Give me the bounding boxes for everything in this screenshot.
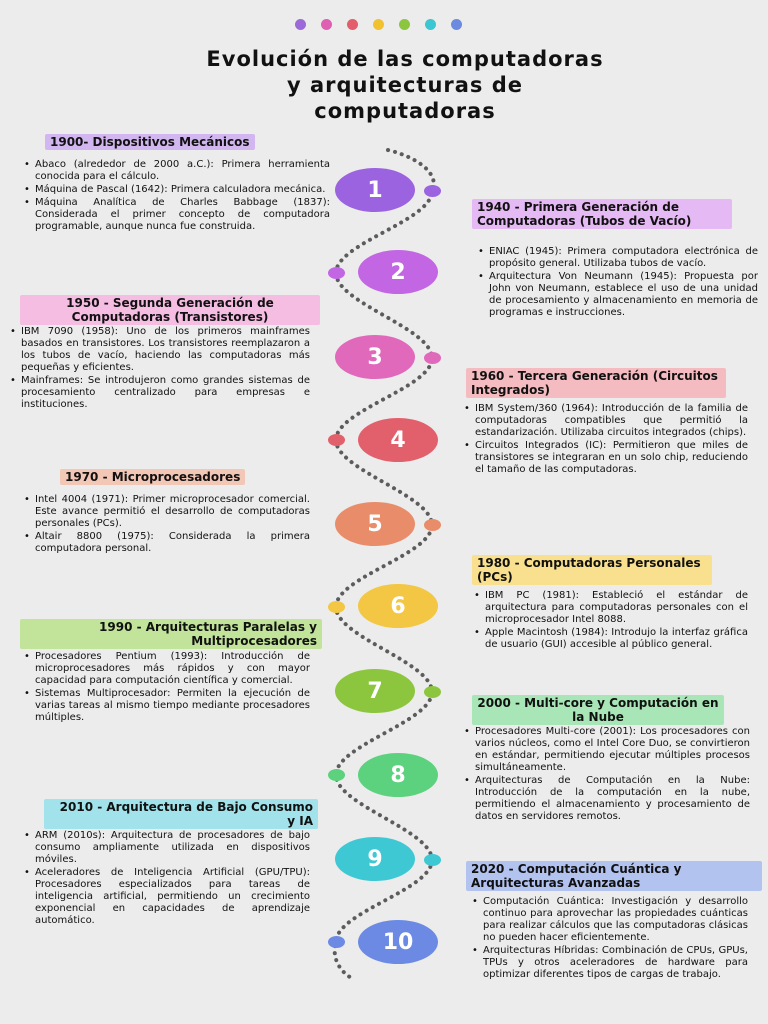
list-item: • IBM PC (1981): Estableció el estándar de arquitectura para computadoras personales con el microprocesador Intel 8088. bbox=[472, 590, 748, 626]
list-item: • Abaco (alrededor de 2000 a.C.): Primera herramienta conocida para el cálculo. bbox=[22, 159, 330, 183]
list-item: • ENIAC (1945): Primera computadora electrónica de propósito general. Utilizaba tubos de vacío. bbox=[476, 246, 758, 270]
timeline-node bbox=[328, 267, 345, 279]
era-heading-1940: 1940 - Primera Generación de Computadoras (Tubos de Vacío) bbox=[472, 199, 732, 229]
era-heading-2010: 2010 - Arquitectura de Bajo Consumo y IA bbox=[44, 799, 318, 829]
title-line-1: Evolución de las computadoras bbox=[206, 47, 604, 71]
list-item: • Altair 8800 (1975): Considerada la primera computadora personal. bbox=[22, 531, 310, 555]
era-list-2000 bbox=[462, 726, 750, 824]
list-item: • Arquitectura Von Neumann (1945): Propuesta por John von Neumann, establece el uso de una unidad de procesamiento y almacenamiento en memoria de programas e instrucciones. bbox=[476, 271, 758, 319]
era-heading-1970: 1970 - Microprocesadores bbox=[60, 469, 245, 485]
era-list-1940 bbox=[476, 246, 758, 320]
timeline-node bbox=[328, 601, 345, 613]
list-item: • Arquitecturas Híbridas: Combinación de CPUs, GPUs, TPUs y otros aceleradores de hardware para optimizar diferentes tipos de cargas de trabajo. bbox=[470, 945, 748, 981]
timeline-number-7: 7 bbox=[335, 669, 415, 713]
title-line-2: y arquitecturas de bbox=[286, 73, 524, 97]
era-heading-1990: 1990 - Arquitecturas Paralelas y Multiprocesadores bbox=[20, 619, 322, 649]
list-item: • Apple Macintosh (1984): Introdujo la interfaz gráfica de usuario (GUI) accesible al público general. bbox=[472, 627, 748, 651]
timeline-number-2: 2 bbox=[358, 250, 438, 294]
timeline-node bbox=[424, 854, 441, 866]
timeline-number-4: 4 bbox=[358, 418, 438, 462]
list-item: • Máquina de Pascal (1642): Primera calculadora mecánica. bbox=[22, 184, 330, 196]
era-heading-2000: 2000 - Multi-core y Computación en la Nube bbox=[472, 695, 724, 725]
timeline-node bbox=[424, 185, 441, 197]
timeline-node bbox=[424, 686, 441, 698]
era-heading-1950: 1950 - Segunda Generación de Computadoras (Transistores) bbox=[20, 295, 320, 325]
list-item: • Máquina Analítica de Charles Babbage (1837): Considerada el primer concepto de computadora programable, aunque nunca fue construida. bbox=[22, 197, 330, 233]
list-item: • Arquitecturas de Computación en la Nube: Introducción de la computación en la nube, permitiendo el almacenamiento y procesamiento de datos en servidores remotos. bbox=[462, 775, 750, 823]
list-item: • IBM System/360 (1964): Introducción de la familia de computadoras compatibles que permitió la estandarización. Utilizaba circuitos integrados (chips). bbox=[462, 403, 748, 439]
era-list-1950 bbox=[8, 326, 310, 412]
timeline-number-9: 9 bbox=[335, 837, 415, 881]
list-item: • Sistemas Multiprocesador: Permiten la ejecución de varias tareas al mismo tiempo mediante procesadores múltiples. bbox=[22, 688, 310, 724]
era-list-1970 bbox=[22, 494, 310, 556]
timeline-node bbox=[328, 936, 345, 948]
timeline-number-5: 5 bbox=[335, 502, 415, 546]
timeline-node bbox=[424, 519, 441, 531]
timeline-number-1: 1 bbox=[335, 168, 415, 212]
era-list-1990 bbox=[22, 651, 310, 725]
list-item: • Circuitos Integrados (IC): Permitieron que miles de transistores se integraran en un solo chip, reduciendo el tamaño de las computadoras. bbox=[462, 440, 748, 476]
era-list-1980 bbox=[472, 590, 748, 652]
list-item: • Procesadores Multi-core (2001): Los procesadores con varios núcleos, como el Intel Core Duo, se convirtieron en estándar, permitiendo ejecutar múltiples procesos simultáneamente. bbox=[462, 726, 750, 774]
timeline-number-8: 8 bbox=[358, 753, 438, 797]
timeline-number-6: 6 bbox=[358, 584, 438, 628]
list-item: • Aceleradores de Inteligencia Artificial (GPU/TPU): Procesadores especializados para tareas de inteligencia artificial, permitiendo un crecimiento exponencial en capacidades de aprendizaje automático. bbox=[22, 867, 310, 927]
list-item: • Intel 4004 (1971): Primer microprocesador comercial. Este avance permitió el desarrollo de computadoras personales (PCs). bbox=[22, 494, 310, 530]
timeline-number-10: 10 bbox=[358, 920, 438, 964]
era-heading-2020: 2020 - Computación Cuántica y Arquitecturas Avanzadas bbox=[466, 861, 762, 891]
era-heading-1980: 1980 - Computadoras Personales (PCs) bbox=[472, 555, 712, 585]
list-item: • IBM 7090 (1958): Uno de los primeros mainframes basados en transistores. Los transistores reemplazaron a los tubos de vacío, haciendo las computadoras más pequeñas y eficientes. bbox=[8, 326, 310, 374]
timeline-node bbox=[328, 434, 345, 446]
list-item: • Computación Cuántica: Investigación y desarrollo continuo para aprovechar las propiedades cuánticas para realizar cálculos que las computadoras clásicas no pueden hacer eficientemente. bbox=[470, 896, 748, 944]
era-list-2020 bbox=[470, 896, 748, 982]
timeline-node bbox=[328, 769, 345, 781]
era-list-1960 bbox=[462, 403, 748, 477]
list-item: • Procesadores Pentium (1993): Introducción de microprocesadores más rápidos y con mayor capacidad para computación científica y comercial. bbox=[22, 651, 310, 687]
timeline-number-3: 3 bbox=[335, 335, 415, 379]
era-heading-1900: 1900- Dispositivos Mecánicos bbox=[45, 134, 255, 150]
list-item: • Mainframes: Se introdujeron como grandes sistemas de procesamiento centralizado para empresas e instituciones. bbox=[8, 375, 310, 411]
era-list-1900 bbox=[22, 159, 330, 234]
era-heading-1960: 1960 - Tercera Generación (Circuitos Integrados) bbox=[466, 368, 726, 398]
era-list-2010 bbox=[22, 830, 310, 928]
timeline-node bbox=[424, 352, 441, 364]
list-item: • ARM (2010s): Arquitectura de procesadores de bajo consumo ampliamente utilizada en dispositivos móviles. bbox=[22, 830, 310, 866]
title-line-3: computadoras bbox=[314, 99, 496, 123]
